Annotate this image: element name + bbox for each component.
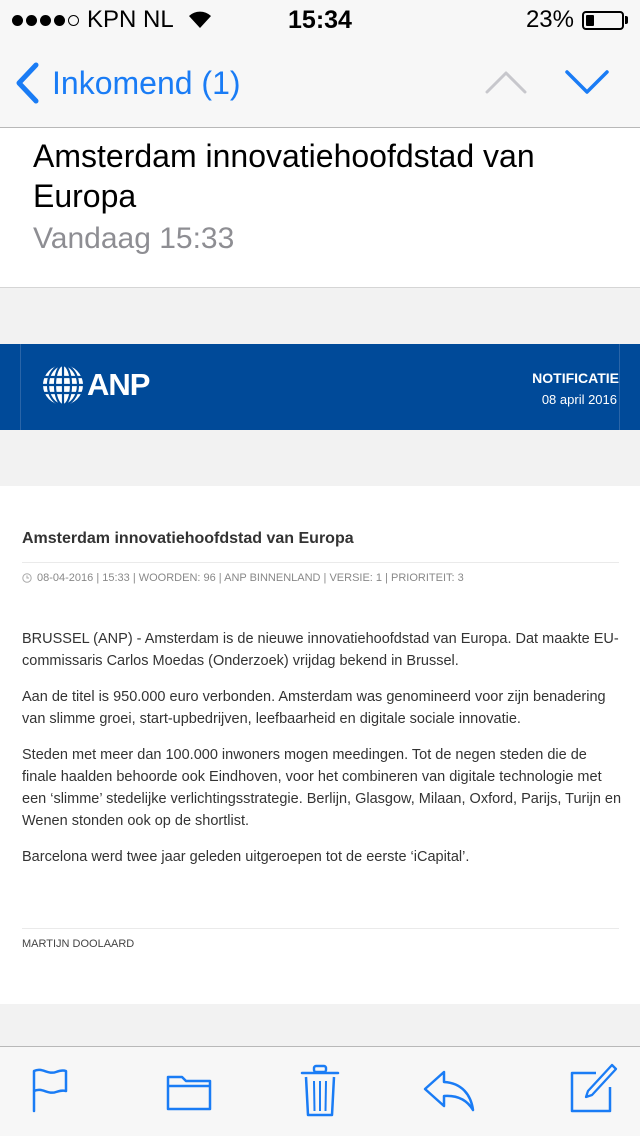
reply-icon[interactable]: [422, 1069, 476, 1113]
anp-banner: [0, 344, 640, 430]
article-meta-text: 08-04-2016 | 15:33 | WOORDEN: 96 | ANP BINNENLAND | VERSIE: 1 | PRIORITEIT: 3: [37, 572, 464, 584]
divider: [22, 562, 619, 563]
paragraph: Steden met meer dan 100.000 inwoners mogen meedingen. Tot de negen steden die de finale haalden behoorde ook Eindhoven, voor het combineren van digitale technologie met een ‘slimme’ stedelijke verlichtingsstrategie. Berlijn, Glasgow, Milaan, Oxford, Parijs, Turijn en Wenen stonden ook op de shortlist.: [22, 747, 622, 829]
next-message-button[interactable]: [564, 68, 610, 96]
email-spacer-middle: [0, 430, 640, 486]
message-header: [0, 128, 640, 288]
email-spacer-top: [0, 288, 640, 344]
back-label: Inkomend (1): [52, 64, 241, 101]
anp-logo-text: ANP: [87, 367, 150, 402]
article: [0, 486, 640, 1004]
notification-label: NOTIFICATIE: [532, 370, 619, 386]
status-time: 15:34: [288, 6, 352, 34]
divider: [22, 928, 619, 929]
message-date: Vandaag 15:33: [33, 222, 235, 255]
compose-icon[interactable]: [568, 1063, 618, 1115]
previous-message-button[interactable]: [484, 68, 528, 96]
bottom-toolbar: [0, 1046, 640, 1136]
paragraph: Aan de titel is 950.000 euro verbonden. Amsterdam was genomineerd voor zijn benadering van slimme groei, start-upbedrijven, leefbaarheid en digitale sociale innovatie.: [22, 689, 606, 727]
message-subject: Amsterdam innovatiehoofdstad van Europa: [33, 138, 535, 214]
paragraph: Barcelona werd twee jaar geleden uitgeroepen tot de eerste ‘iCapital’.: [22, 849, 470, 865]
carrier-name: KPN NL: [87, 6, 174, 33]
article-title: Amsterdam innovatiehoofdstad van Europa: [22, 530, 354, 547]
navigation-bar: [0, 40, 640, 128]
notification-date: 08 april 2016: [541, 392, 617, 407]
status-right: [526, 6, 628, 34]
flag-icon[interactable]: [30, 1065, 70, 1115]
article-meta: [22, 572, 464, 584]
folder-icon[interactable]: [166, 1065, 212, 1115]
globe-icon: [41, 363, 85, 407]
paragraph: BRUSSEL (ANP) - Amsterdam is de nieuwe innovatiehoofdstad van Europa. Dat maakte EU-commissaris Carlos Moedas (Onderzoek) vrijdag bekend in Brussel.: [22, 631, 619, 669]
status-bar: [0, 0, 640, 40]
anp-logo: [41, 363, 149, 407]
clock-icon: [22, 573, 32, 583]
back-button[interactable]: [14, 62, 241, 104]
email-spacer-bottom: [0, 1004, 640, 1046]
chevron-left-icon: [14, 62, 40, 104]
trash-icon[interactable]: [300, 1063, 340, 1119]
battery-icon: [582, 11, 624, 30]
battery-percent: 23%: [525, 6, 574, 33]
article-author: MARTIJN DOOLAARD: [22, 938, 135, 950]
article-body: [22, 628, 622, 882]
